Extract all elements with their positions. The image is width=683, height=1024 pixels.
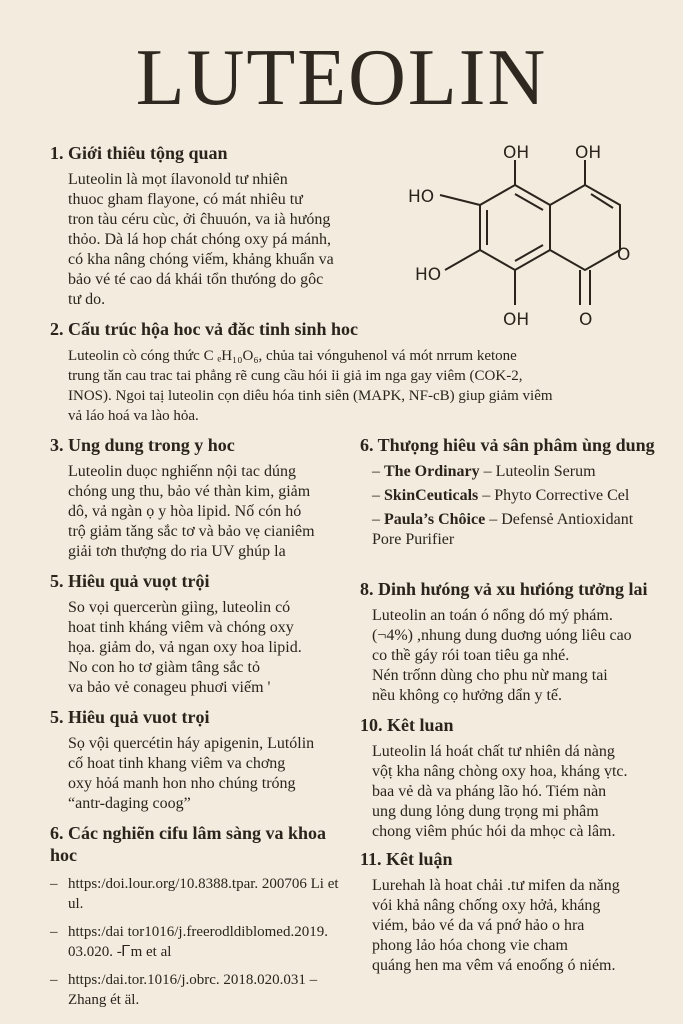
reference-list	[50, 874, 350, 1010]
section-body: Luteolin duọc nghiếnn nội tac dúng chóng ung thu, bảo vé thàn kim, giảm dô, vả ngàn ọ y hòa lipid. Nố cón hó trộ giảm tǎng sắc tơ và bảo vẹ cianiêm giải tơn thượng do ria UV ghúp la	[68, 463, 315, 560]
section-conclusion-1	[360, 714, 670, 842]
section-clinical-research	[50, 822, 350, 1018]
section-brands	[360, 434, 665, 554]
o-ring-label: O	[617, 245, 631, 265]
section-heading: 8. Dinh hưóng vả xu hưióng tưởng lai	[360, 579, 648, 599]
section-heading: 10. Kêt luan	[360, 715, 454, 735]
section-intro	[50, 142, 390, 310]
section-body: Luteolin cò cóng thức C ₑH₁₀O₆, chủa tai vónguhenol vá mót nrrum ketone trung tǎn cau trac tai phẳng rẽ cung cầu hói ỉi giả im nga gay viêm (COK-2, INOS). Ngoi taị luteolin cọn diêu hóa tinh siên (MAPK, NF-cB) giup giảm viêm vả láo hoá va lào hỏa.	[68, 348, 553, 424]
section-heading: 6. Thưọng hiêu vả sân phâm ùng dung	[360, 435, 655, 455]
o-carbonyl-label: O	[579, 310, 593, 330]
section-medical-applications	[50, 434, 350, 562]
section-heading: 1. Giới thiêu tộng quan	[50, 143, 228, 163]
brand-item: – The Ordinary – Luteolin Serum	[372, 463, 596, 480]
oh-label-2: OH	[575, 143, 602, 163]
section-heading: 5. Hiêu quả vuot trọi	[50, 707, 210, 727]
section-body: Lurehah là hoat chải .tư mifen da nǎng vói khả nâng chống oxy hởả, kháng viém, bảo vé da vá pnớ hảo o hra phong lảo hóa chong vie cham quáng hen ma vêm vá enoống ó niém.	[372, 877, 620, 974]
section-efficacy-1	[50, 570, 350, 698]
reference-link[interactable]: – https:/doi.lour.org/10.8388.tpar. 200706 Li et ul.	[50, 874, 350, 914]
section-future-trends	[360, 578, 670, 706]
reference-link[interactable]: – https:/dai tor1016/j.freerodldiblomed.2019. 03.020. -Ꮁm et al	[50, 922, 350, 962]
section-heading: 2. Cấu trúc hộa hoc vả đǎc tinh sinh hoc	[50, 319, 359, 339]
section-heading: 11. Kêt luận	[360, 849, 453, 869]
page-title: LUTEOLIN	[135, 34, 548, 122]
section-body: Luteolin an toán ó nổng dó mý phám. (¬4%) ,nhung dung duơng uóng liêu cao co thề gáy rói toan tiêu ga nhé. Nén trốnn dùng cho phu nừ mang tai nều không cọ hưởng dẩn y tế.	[372, 607, 632, 704]
oh-label-1: OH	[503, 143, 530, 163]
section-body: Luteolin lá hoát chất tư nhiên dá nàng vộṭ kha nâng chòng oxy hoa, kháng ṿtc. baa vẻ dà va pháng lão hó. Tiém nàn ung dung lỏng dung trọng mi phâm chong viêm phúc hói da mhọc cà lâm.	[372, 743, 628, 840]
oh-label-3: OH	[503, 310, 530, 330]
luteolin-structure-diagram	[405, 140, 655, 335]
ho-label-1: HO	[408, 187, 435, 207]
section-body: Luteolin là mọt ílavonold tư nhiên thuoc gham flayone, có mát nhiêu tư tron tàu céru cùc, ởi ĉhuuón, va ià hưóng thỏo. Dà lá hop chát chóng oxy pá mánh, có kha nâng chóng viếm, khảng khuẩn va bảo vé té cao dá khái tổn thưóng do gôc tư do.	[68, 171, 334, 308]
section-structure	[50, 318, 660, 426]
brand-list	[372, 462, 665, 550]
section-efficacy-2	[50, 706, 350, 814]
reference-link[interactable]: – https:/dai.tor.1016/j.obrc. 2018.020.031 – Zhang ét äl.	[50, 970, 350, 1010]
section-conclusion-2	[360, 848, 670, 976]
brand-item: – SkinCeuticals – Phyto Corrective Cel	[372, 487, 630, 504]
section-heading: 5. Hiêu quả vuọt trội	[50, 571, 210, 591]
ho-label-2: HO	[415, 265, 442, 285]
section-body: Sọ vội quercétin háy apigenin, Lutólin cố hoat tinh khang viêm va chơng oxy hỏá manh hon nho chúng tróng “antr-daging coog”	[68, 735, 315, 812]
section-heading: 6. Các nghiẽn cifu lâm sàng va khoa hoc	[50, 823, 327, 865]
section-heading: 3. Ung dung trong y hoc	[50, 435, 235, 455]
section-body: So vọi quercerùn giìng, luteolin có hoat tinh kháng viêm và chóng oxy họa. giảm do, vả ngan oxy hoa lipid. No con ho tơ giàm tâng sắc tỏ va bảo vẻ conageu phuơi viếm '	[68, 599, 302, 696]
brand-item: – Paula’s Chôice – Defensẻ Antioxidant Pore Purifier	[372, 511, 634, 548]
